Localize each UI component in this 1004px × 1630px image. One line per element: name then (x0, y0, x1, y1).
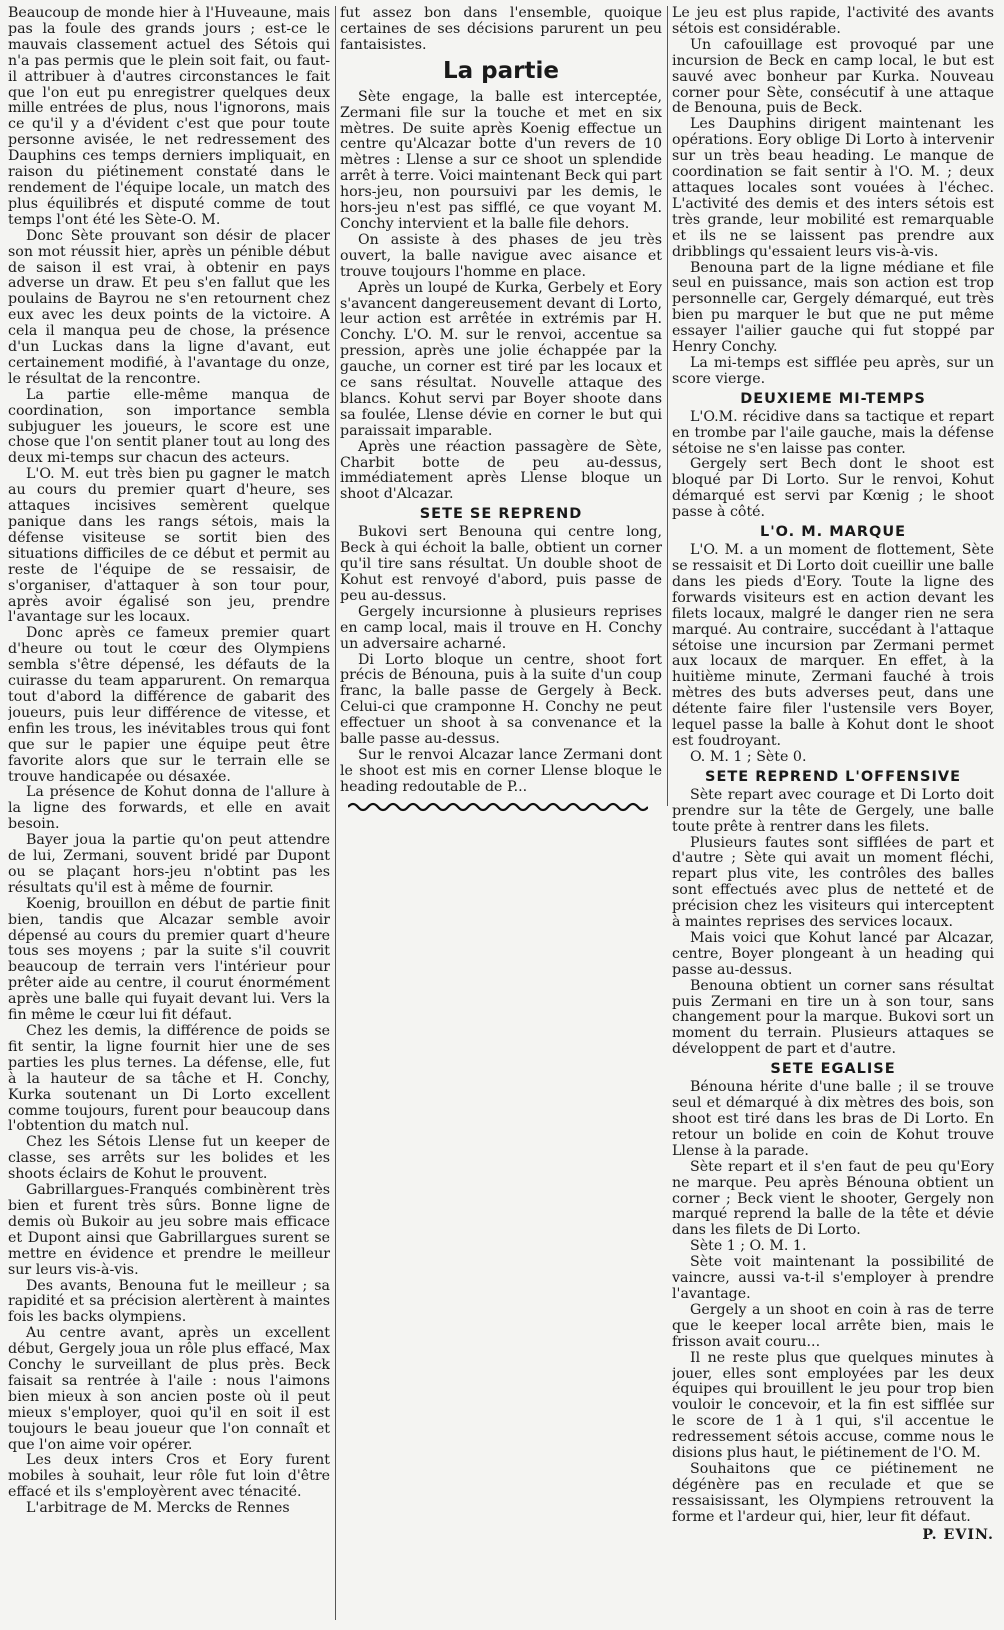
paragraph: Au centre avant, après un excellent début, Gergely joua un rôle plus effacé, Max Conchy le surveillant de plus près. Beck faisait sa rentrée à l'aile : nous l'aimons bien mieux à son ancien poste où il peut mieux s'employer, quoi qu'il en soit il est toujours le beau joueur que l'on connaît et que l'on aime voir opérer. (8, 1325, 330, 1453)
paragraph: Sète engage, la balle est interceptée, Zermani file sur la touche et met en six mètres. De suite après Koenig effectue un centre qu'Alcazar botte d'un revers de 10 mètres : Llense a sur ce shoot un splendide arrêt à terre. Voici maintenant Beck qui part hors-jeu, non poursuivi par les demis, le hors-jeu n'est pas sifflé, ce que voyant M. Conchy intervient et la balle file dehors. (340, 88, 662, 232)
subheading: SETE SE REPREND (419, 506, 583, 523)
wavy-separator (348, 800, 648, 814)
paragraph: fut assez bon dans l'ensemble, quoique certaines de ses décisions parurent un peu fantaisistes. (340, 6, 662, 53)
section-title: La partie (443, 57, 559, 84)
paragraph: L'O. M. eut très bien pu gagner le match au cours du premier quart d'heure, ses attaques incisives semèrent quelque panique dans les rangs sétois, mais la défense visiteuse se sortit bien des situations difficiles de ce début et permit au reste de l'équipe de se ressaisir, de s'organiser, d'attaquer à son tour pour, après avoir égalisé son jeu, prendre l'avantage sur les locaux. (8, 466, 330, 626)
subheading: SETE EGALISE (770, 1061, 896, 1078)
paragraph: Chez les demis, la différence de poids se fit sentir, la ligne fournit hier une de ses parties les plus ternes. La défense, elle, fut à la hauteur de sa tâche et H. Conchy, Kurka soutenant un Di Lorto excellent comme toujours, furent pour beaucoup dans l'obtention du match nul. (8, 1023, 330, 1135)
score-line: Sète 1 ; O. M. 1. (690, 1238, 807, 1255)
paragraph: Donc Sète prouvant son désir de placer son mot réussit hier, après un pénible début de saison il est vrai, à obtenir en pays adverse un draw. Et peu s'en fallut que les poulains de Bayrou ne s'en retournent chez eux avec les deux points de la victoire. A cela il manqua peu de chose, la présence d'un Luckas dans la ligne d'avant, eut certainement modifié, à l'avantage du onze, le résultat de la rencontre. (8, 227, 330, 387)
paragraph: Beaucoup de monde hier à l'Huveaune, mais pas la foule des grands jours ; est-ce le mauvais classement actuel des Sétois qui n'a pas permis que le plein soit fait, ou faut-il attribuer à d'autres circonstances le fait que l'on eut pu enregistrer quelques deux mille entrées de plus, nous l'ignorons, mais ce qu'il y a d'évident c'est que pour toute personne avisée, le net redressement des Dauphins ces temps derniers impliquait, en raison du piétinement constaté dans le rendement de l'équipe locale, un match des plus équilibrés et disputé comme de tout temps l'ont été les Sète-O. M. (8, 6, 330, 228)
paragraph: Gergely sert Bech dont le shoot est bloqué par Di Lorto. Sur le renvoi, Kohut démarqué est servi par Kœnig ; le shoot passe à côté. (672, 456, 994, 521)
paragraph: Mais voici que Kohut lancé par Alcazar, centre, Boyer plongeant à un heading qui passe au-dessus. (672, 929, 994, 978)
paragraph: La mi-temps est sifflée peu après, sur un score vierge. (672, 354, 994, 387)
subheading: SETE REPREND L'OFFENSIVE (705, 768, 961, 785)
paragraph: On assiste à des phases de jeu très ouvert, la balle navigue avec aisance et trouve toujours l'homme en place. (340, 231, 662, 280)
paragraph: L'arbitrage de M. Mercks de Rennes (26, 1500, 290, 1517)
article-column-3 (672, 6, 994, 1622)
subheading: DEUXIEME MI-TEMPS (740, 390, 926, 407)
paragraph: Le jeu est plus rapide, l'activité des avants sétois est considérable. (672, 6, 994, 37)
paragraph: Après un loupé de Kurka, Gerbely et Eory s'avancent dangereusement devant di Lorto, leur action est arrêtée in extrémis par H. Conchy. L'O. M. sur le renvoi, accentue sa pression, après une jolie échappée par la gauche, un corner est tiré par les locaux et ce sans résultat. Nouvelle attaque des blancs. Kohut servi par Boyer shoote dans sa foulée, Llense dévie en corner le but qui paraissait imparable. (340, 279, 662, 439)
paragraph: L'O.M. récidive dans sa tactique et repart en trombe par l'aile gauche, mais la défense sétoise ne s'en laisse pas conter. (672, 408, 994, 457)
paragraph: Benouna obtient un corner sans résultat puis Zermani en tire un à son tour, sans changement pour la marque. Bukovi sort un moment du terrain. Plusieurs attaques se développent de part et d'autre. (672, 977, 994, 1058)
paragraph: Les Dauphins dirigent maintenant les opérations. Eory oblige Di Lorto à intervenir sur un très beau heading. Le manque de coordination se fait sentir à l'O. M. ; deux attaques locales sont vouées à l'échec. L'activité des demis et des inters sétois est très grande, leur mobilité est remarquable et ils ne se laissent pas prendre aux dribblings qu'essaient leurs vis-à-vis. (672, 116, 994, 260)
column-divider (335, 6, 336, 1620)
article-column-2 (340, 6, 662, 796)
paragraph: L'O. M. a un moment de flottement, Sète se ressaisit et Di Lorto doit cueillir une balle dans les pieds d'Eory. Toute la ligne des forwards visiteurs est en action devant les filets locaux, malgré le danger rien ne sera marqué. Au contraire, succédant à l'attaque sétoise une incursion par Zermani permet aux locaux de marquer. En effet, à la huitième minute, Zermani fauché à trois mètres des buts adverses peut, dans une détente faire filer l'ustensile vers Boyer, lequel passe la balle à Kohut dont le shoot est foudroyant. (672, 542, 994, 749)
paragraph: Gergely a un shoot en coin à ras de terre que le keeper local arrête bien, mais le frisson avait couru... (672, 1301, 994, 1350)
paragraph: Benouna part de la ligne médiane et file seul en puissance, mais son action est trop personnelle car, Gergely démarqué, eut très bien pu marquer le but que ne put même essayer l'ailier gauche qui fut stoppé par Henry Conchy. (672, 259, 994, 356)
paragraph: Après une réaction passagère de Sète, Charbit botte de peu au-dessus, immédiatement après Llense bloque un shoot d'Alcazar. (340, 438, 662, 503)
paragraph: Sète voit maintenant la possibilité de vaincre, aussi va-t-il s'employer à prendre l'avantage. (672, 1254, 994, 1302)
paragraph: Gabrillargues-Franqués combinèrent très bien et furent très sûrs. Bonne ligne de demis où Bukoir au jeu sobre mais efficace et Dupont ainsi que Gabrillargues surent se mettre en évidence et prendre le meilleur sur leurs vis-à-vis. (8, 1182, 330, 1278)
paragraph: Bénouna hérite d'une balle ; il se trouve seul et démarqué à dix mètres des bois, son shoot est tiré dans les bras de Di Lorto. En retour un bolide en coin de Kohut trouve Llense à la parade. (672, 1079, 994, 1159)
paragraph: Di Lorto bloque un centre, shoot fort précis de Bénouna, puis à la suite d'un coup franc, la balle passe de Gergely à Beck. Celui-ci que cramponne H. Conchy ne peut effectuer un shoot à sa convenance et la balle passe au-dessus. (340, 651, 662, 748)
paragraph: La présence de Kohut donna de l'allure à la ligne des forwards, et elle en avait besoin. (8, 784, 330, 833)
paragraph: Les deux inters Cros et Eory furent mobiles à souhait, leur rôle fut loin d'être effacé et ils s'employèrent avec ténacité. (8, 1452, 330, 1501)
paragraph: Il ne reste plus que quelques minutes à jouer, elles sont employées par les deux équipes qui brouillent le jeu pour trop bien vouloir le concevoir, et la fin est sifflée sur le score de 1 à 1 qui, s'il accentue le redressement sétois accuse, comme nous le disions plus haut, le piétinement de l'O. M. (672, 1349, 994, 1462)
paragraph: Koenig, brouillon en début de partie finit bien, tandis que Alcazar semble avoir dépensé au cours du premier quart d'heure tous ses moyens ; par la suite s'il couvrit beaucoup de terrain vers l'intérieur pour prêter aide au centre, il courut énormément après une balle qui fuyait devant lui. Vers la fin même le cœur lui fit défaut. (8, 895, 330, 1024)
paragraph: Souhaitons que ce piétinement ne dégénère pas en reculade et que se ressaisissant, les Olympiens retrouvent la forme et l'ardeur qui, hier, leur fit défaut. (672, 1460, 994, 1525)
paragraph: Sur le renvoi Alcazar lance Zermani dont le shoot est mis en corner Llense bloque le heading redoutable de P... (340, 746, 662, 795)
paragraph: Gergely incursionne à plusieurs reprises en camp local, mais il trouve en H. Conchy un adversaire acharné. (340, 603, 662, 652)
paragraph: Des avants, Benouna fut le meilleur ; sa rapidité et sa précision alertèrent à maintes fois les backs olympiens. (8, 1277, 330, 1326)
column-divider (667, 6, 668, 806)
paragraph: Donc après ce fameux premier quart d'heure ou tout le cœur des Olympiens sembla s'être dépensé, les défauts de la cuirasse du team apparurent. On remarqua tout d'abord la différence de gabarit des joueurs, puis leur différence de vitesse, et enfin les trous, les inévitables trous qui font que sur le papier une équipe peut être favorite alors que sur le terrain elle se trouve handicapée ou désaxée. (8, 625, 330, 785)
paragraph: Sète repart avec courage et Di Lorto doit prendre sur la tête de Gergely, une balle toute prête à rentrer dans les filets. (672, 786, 994, 835)
paragraph: Un cafouillage est provoqué par une incursion de Beck en camp local, le but est sauvé avec bonheur par Kurka. Nouveau corner pour Sète, consécutif à une attaque de Benouna, puis de Beck. (672, 36, 994, 117)
author-signature: P. EVIN. (922, 1526, 994, 1543)
paragraph: Chez les Sétois Llense fut un keeper de classe, ses arrêts sur les bolides et les shoots éclairs de Kohut le prouvent. (8, 1134, 330, 1183)
paragraph: Bayer joua la partie qu'on peut attendre de lui, Zermani, souvent bridé par Dupont ou se plaçant hors-jeu n'obtint pas les résultats qu'il est à même de fournir. (8, 832, 330, 896)
paragraph: Bukovi sert Benouna qui centre long, Beck à qui échoit la balle, obtient un corner qu'il tire sans résultat. Un double shoot de Kohut est renvoyé d'abord, puis passe de peu au-dessus. (340, 524, 662, 604)
paragraph: La partie elle-même manqua de coordination, son importance sembla subjuguer les joueurs, le score est une chose que l'on sentit planer tout au long des deux mi-temps sur chacun des acteurs. (8, 386, 330, 467)
subheading: L'O. M. MARQUE (759, 524, 907, 541)
score-line: O. M. 1 ; Sète 0. (690, 748, 807, 765)
paragraph: Plusieurs fautes sont sifflées de part et d'autre ; Sète qui avait un moment fléchi, repart plus vite, les contrôles des balles sont effectués avec plus de netteté et de précision chez les visiteurs qui interceptent à maintes reprises des services locaux. (672, 834, 994, 931)
article-column-1 (8, 6, 330, 1622)
paragraph: Sète repart et il s'en faut de peu qu'Eory ne marque. Peu après Bénouna obtient un corner ; Beck vient le shooter, Gergely non marqué reprend la balle de la tête et dévie dans les filets de Di Lorto. (672, 1158, 994, 1239)
